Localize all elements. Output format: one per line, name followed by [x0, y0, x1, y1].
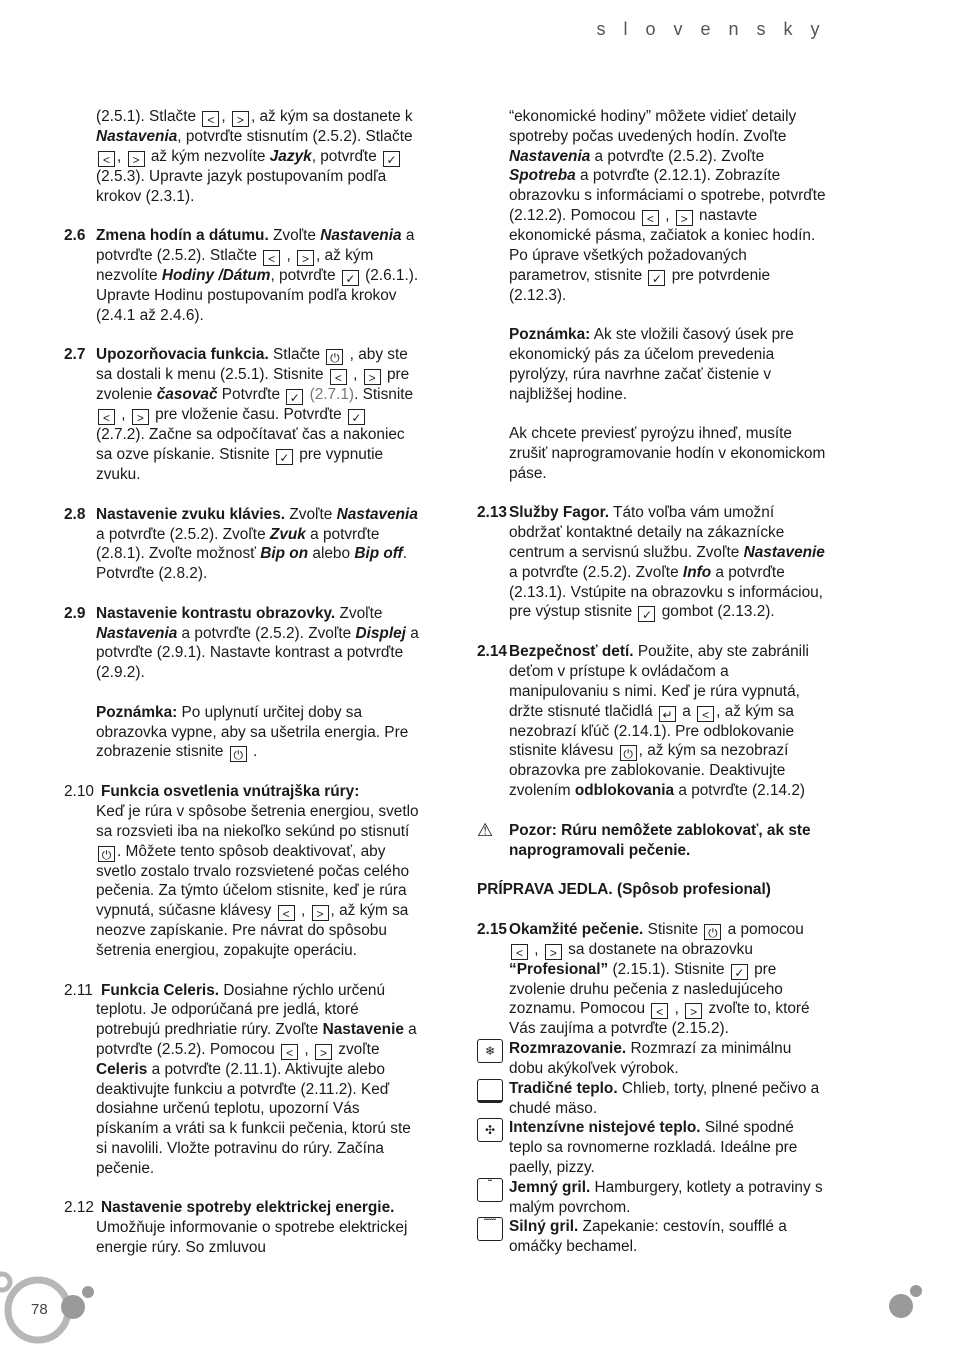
- left-key-icon: <: [263, 250, 280, 266]
- right-key-icon: >: [312, 905, 329, 921]
- right-key-icon: >: [676, 210, 693, 226]
- left-key-icon: <: [642, 210, 659, 226]
- power-key-icon: ⏻: [620, 745, 637, 761]
- decoration-ring-small: [0, 1274, 10, 1290]
- intro-paragraph: (2.5.1). Stlačte < , > , až kým sa dostanete k Nastavenia, potvrďte stisnutím (2.5.2). Stlačte < , > až kým nezvolíte Jazyk, potvrďte ✓ (2.5.3). Upravte jazyk postupovaním podľa krokov (2.3.1).: [96, 108, 413, 205]
- left-key-icon: <: [511, 944, 528, 960]
- section-2-7: 2.7 Upozorňovacia funkcia. Stlačte ⏻ , aby ste sa dostali k menu (2.5.1). Stisnite < , > pre zvolenie časovač Potvrďte ✓ (2.7.1). Stisnite < , > pre vloženie času. Potvrďte ✓ (2.7.2). Začne sa odpočítavať čas a nakoniec sa ozve pískanie. Stisnite ✓ pre vypnutie zvuku.: [64, 346, 414, 484]
- warning-icon: ⚠: [477, 819, 494, 840]
- left-key-icon: <: [98, 151, 115, 167]
- ok-key-icon: ✓: [286, 389, 303, 405]
- ok-key-icon: ✓: [276, 449, 293, 465]
- right-key-icon: >: [297, 250, 314, 266]
- ok-key-icon: ✓: [342, 270, 359, 286]
- traditional-heat-icon: [477, 1079, 503, 1103]
- section-heading: PRÍPRAVA JEDLA. (Spôsob profesional): [477, 881, 771, 899]
- left-key-icon: <: [281, 1044, 298, 1060]
- paragraph-pyrolysis: Ak chcete previesť pyroýzu ihneď, musíte zrušiť naprogramovanie hodín v ekonomickom páse.: [509, 425, 826, 482]
- function-defrost: ❄ Rozmrazovanie. Rozmrazí za minimálnu dobu akýkoľvek výrobok.: [477, 1039, 829, 1079]
- ok-key-icon: ✓: [638, 606, 655, 622]
- note-2-9: Poznámka: Po uplynutí určitej doby sa obrazovka vypne, aby sa ušetrila energia. Pre zobrazenie stisnite ⏻ .: [96, 703, 409, 763]
- right-key-icon: >: [132, 409, 149, 425]
- section-2-15: 2.15 Okamžité pečenie. Stisnite ⏻ a pomocou < , > sa dostanete na obrazovku “Profesional” (2.15.1). Stisnite ✓ pre zvolenie druhu pečenia z nasledujúceho zoznamu. Pomocou < , > zvoľte to, ktoré Vás zaujíma a potvrďte (2.15.2).: [477, 920, 810, 1038]
- left-key-icon: <: [651, 1003, 668, 1019]
- left-key-icon: <: [98, 409, 115, 425]
- left-key-icon: <: [278, 905, 295, 921]
- section-2-10: 2.10 Funkcia osvetlenia vnútrajška rúry: Keď je rúra v spôsobe šetrenia energiou, svetlo sa rozsvieti iba na niekoľko sekúnd po stisnutí ⏻ . Môžete tento spôsob deaktivovať, aby svetlo zostalo trvalo rozsvietené počas celého pečenia. Za týmto účelom stisnite, keď je rúra vypnutá, súčasne klávesy < , > , až kým sa neozve zapískanie. Pre návrat do spôsobu šetrenia energiou, zopakujte operáciu.: [64, 783, 419, 959]
- left-column: [64, 107, 419, 1278]
- decoration-dot: [889, 1294, 913, 1318]
- language-label: s l o v e n s k y: [596, 19, 826, 39]
- gentle-grill-icon: ˜: [477, 1178, 503, 1202]
- section-2-12: 2.12 Nastavenie spotreby elektrickej energie. Umožňuje informovanie o spotrebe elektrickej energie rúry. So zmluvou: [64, 1199, 408, 1257]
- enter-key-icon: ↵: [659, 706, 676, 722]
- right-key-icon: >: [364, 369, 381, 385]
- ok-key-icon: ✓: [648, 270, 665, 286]
- power-key-icon: ⏻: [704, 924, 721, 940]
- warning-block: ⚠ Pozor: Rúru nemôžete zablokovať, ak ste naprogramovali pečenie.: [477, 819, 811, 859]
- power-key-icon: ⏻: [230, 746, 247, 762]
- left-key-icon: <: [697, 706, 714, 722]
- page-number: 78: [31, 1301, 48, 1318]
- decoration-dot: [61, 1295, 85, 1319]
- decoration-dot-small: [910, 1285, 922, 1297]
- right-column: [477, 107, 829, 1257]
- function-traditional-heat: Tradičné teplo. Chlieb, torty, plnené pečivo a chudé mäso.: [477, 1079, 829, 1119]
- bottom-heat-fan-icon: ✣: [477, 1118, 503, 1142]
- function-bottom-heat: ✣ Intenzívne nistejové teplo. Silné spodné teplo sa rovnomerne rozkladá. Ideálne pre paelly, pizzy.: [477, 1118, 829, 1177]
- section-2-9: 2.9 Nastavenie kontrastu obrazovky. Zvoľte Nastavenia a potvrďte (2.5.2). Zvoľte Displej a potvrďte (2.9.1). Nastavte kontrast a potvrďte (2.9.2).: [64, 604, 419, 682]
- ok-key-icon: ✓: [383, 151, 400, 167]
- section-2-8: 2.8 Nastavenie zvuku klávies. Zvoľte Nastavenia a potvrďte (2.5.2). Zvoľte Zvuk a potvrďte (2.8.1). Zvoľte možnosť Bip on alebo Bip off. Potvrďte (2.8.2).: [64, 505, 418, 583]
- defrost-icon: ❄: [477, 1039, 503, 1063]
- section-2-11: 2.11 Funkcia Celeris. Dosiahne rýchlo určenú teplotu. Je odporúčaná pre jedlá, ktoré potrebujú predhriatie rúry. Zvoľte Nastavenie a potvrďte (2.5.2). Pomocou < , > zvoľte Celeris a potvrďte (2.11.1). Aktivujte alebo deaktivujte funkciu a potvrďte (2.11.2). Keď dosiahne určenú teplotu, upozorní Vás pískaním a vráti sa k funkcii pečenia, ktorú ste si navolili. Vložte potravinu do rúry. Začína pečenie.: [64, 981, 417, 1177]
- right-key-icon: >: [128, 151, 145, 167]
- page-decoration-left: [0, 1262, 110, 1354]
- section-2-14: 2.14 Bezpečnosť detí. Použite, aby ste zabránili deťom v prístupe k ovládačom a manipulovaniu s nimi. Keď je rúra vypnutá, držte stisnuté tlačidlá ↵ a < , až kým sa nezobrazí kľúč (2.14.1). Pre odblokovanie stisnite klávesu ⏻ , až kým sa nezobrazí obrazovka pre zablokovanie. Deaktivujte zvolením odblokovania a potvrďte (2.14.2): [477, 643, 809, 800]
- right-key-icon: >: [545, 944, 562, 960]
- strong-grill-icon: ˜˜˜: [477, 1217, 503, 1241]
- decoration-dot-small: [82, 1286, 94, 1298]
- right-key-icon: >: [315, 1044, 332, 1060]
- section-2-12-continued: “ekonomické hodiny” môžete vidieť detaily spotreby počas uvedených hodín. Zvoľte Nastavenia a potvrďte (2.5.2). Zvoľte Spotreba a potvrďte (2.12.1). Zobrazíte obrazovku s informáciami o spotrebe, potvrďte (2.12.2). Pomocou < , > nastavte ekonomické pásma, začiatok a koniec hodín. Po úprave všetkých požadovaných parametrov, stisnite ✓ pre potvrdenie (2.12.3).: [509, 108, 826, 304]
- right-key-icon: >: [232, 111, 249, 127]
- ok-key-icon: ✓: [731, 964, 748, 980]
- note-2-12: Poznámka: Ak ste vložili časový úsek pre ekonomický pás za účelom prevedenia pyrolýzy, rúra navrhne začať čistenie v najbližšej hodine.: [509, 326, 794, 403]
- page-decoration-right: [880, 1280, 930, 1320]
- section-2-13: 2.13 Služby Fagor. Táto voľba vám umožní obdržať kontaktné detaily na zákaznícke centrum a servisnú službu. Zvoľte Nastavenie a potvrďte (2.5.2). Zvoľte Info a potvrďte (2.13.1). Vstúpite na obrazovku s informáciou, pre výstup stisnite ✓ gombot (2.13.2).: [477, 504, 825, 623]
- left-key-icon: <: [202, 111, 219, 127]
- power-key-icon: ⏻: [98, 846, 115, 862]
- section-2-6: 2.6 Zmena hodín a dátumu. Zvoľte Nastavenia a potvrďte (2.5.2). Stlačte < , > , až kým nezvolíte Hodiny /Dátum, potvrďte ✓ (2.6.1.). Upravte Hodinu postupovaním podľa krokov (2.4.1 až 2.4.6).: [64, 227, 419, 324]
- right-key-icon: >: [685, 1003, 702, 1019]
- ok-key-icon: ✓: [348, 409, 365, 425]
- power-key-icon: ⏻: [326, 349, 343, 365]
- left-key-icon: <: [330, 369, 347, 385]
- function-strong-grill: ˜˜˜ Silný gril. Zapekanie: cestovín, soufflé a omáčky bechamel.: [477, 1217, 829, 1257]
- function-gentle-grill: ˜ Jemný gril. Hamburgery, kotlety a potraviny s malým povrchom.: [477, 1178, 829, 1218]
